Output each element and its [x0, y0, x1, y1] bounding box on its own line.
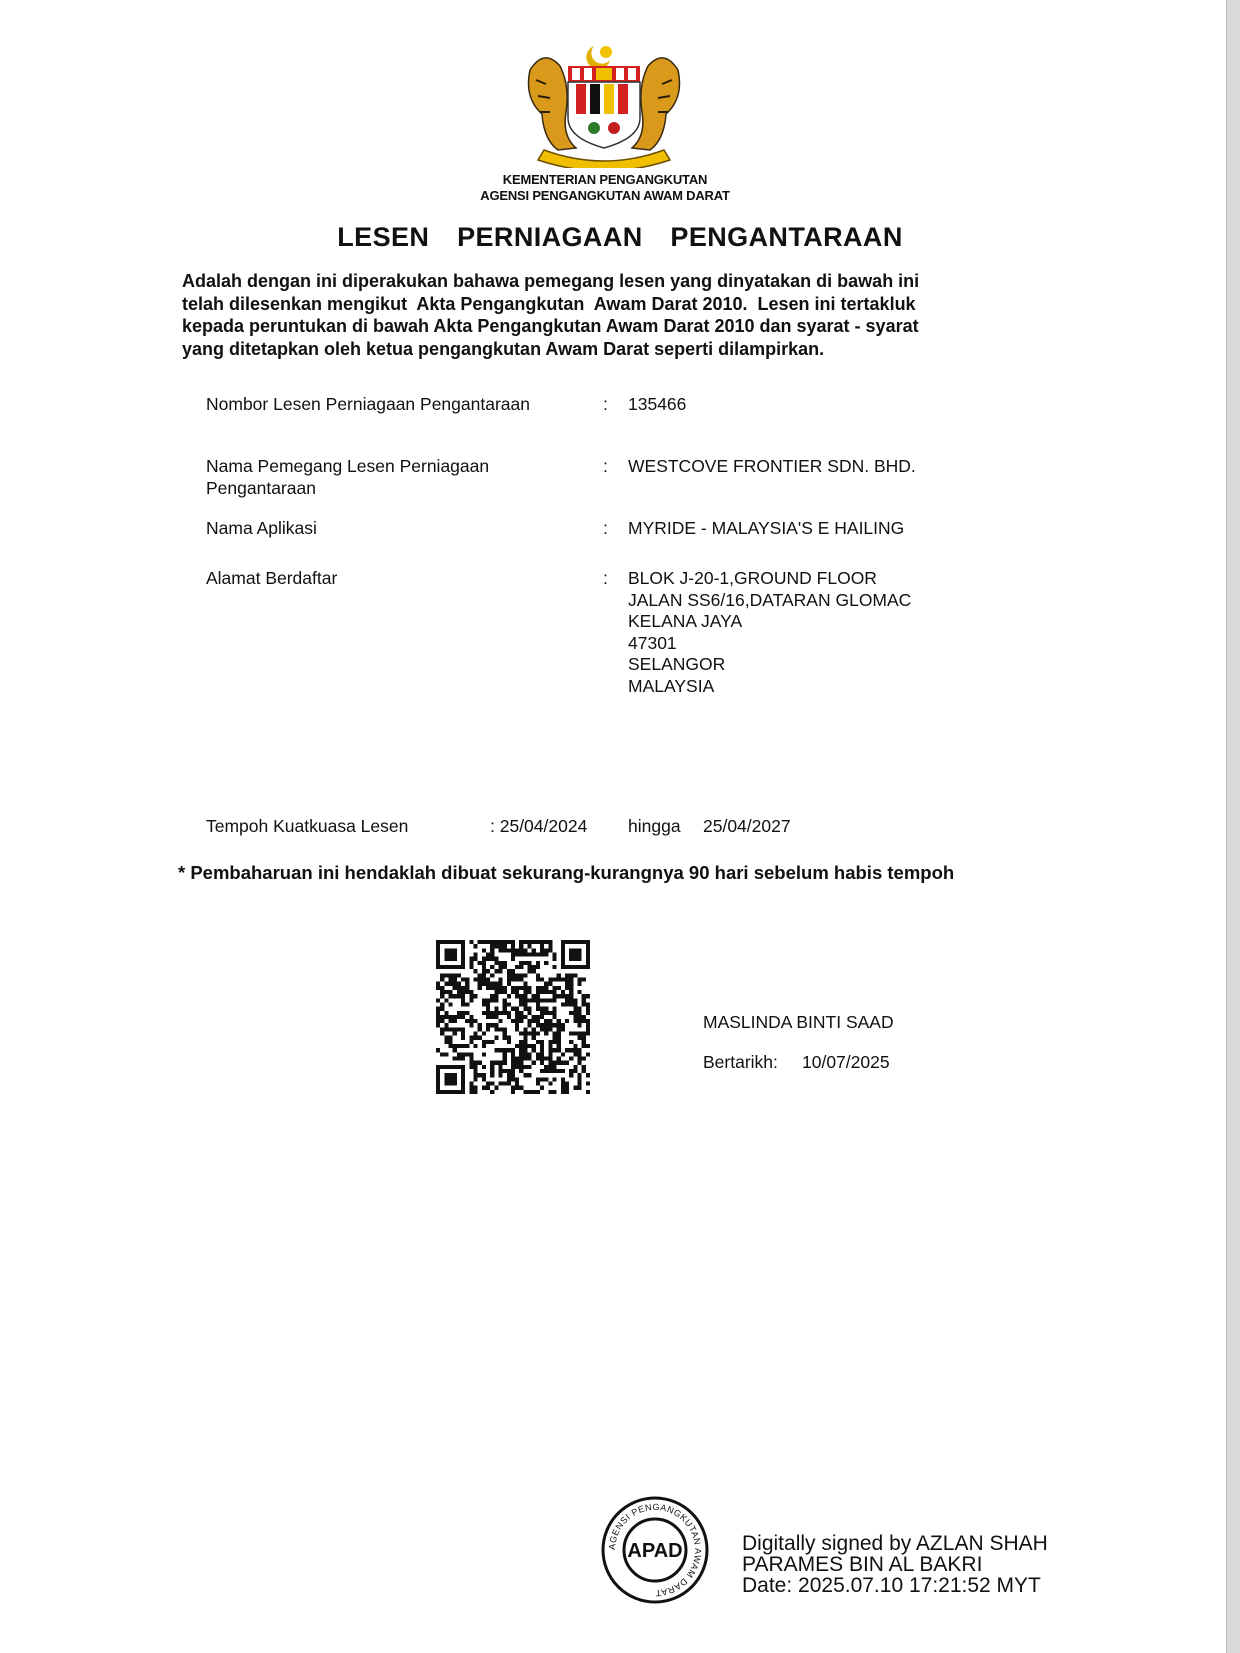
intro-line: telah dilesenkan mengikut Akta Pengangkutan Awam Darat 2010. Lesen ini tertakluk: [182, 293, 916, 314]
colon: :: [603, 518, 608, 538]
address-line: SELANGOR: [628, 654, 726, 674]
agency-header: [420, 172, 790, 204]
intro-line: yang ditetapkan oleh ketua pengangkutan Awam Darat seperti dilampirkan.: [182, 338, 825, 359]
intro-line: Adalah dengan ini diperakukan bahawa pemegang lesen yang dinyatakan di bawah ini: [182, 271, 920, 291]
colon: :: [603, 456, 608, 476]
app-name-label: Nama Aplikasi: [206, 518, 317, 538]
page-edge: [1226, 0, 1240, 1653]
qr-code-icon: [436, 940, 590, 1094]
address-line: 47301: [628, 632, 677, 653]
signatory-name: MASLINDA BINTI SAAD: [703, 1012, 894, 1032]
address-label: Alamat Berdaftar: [206, 568, 338, 588]
holder-label-line: Pengantaraan: [206, 477, 316, 498]
renewal-note: * Pembaharuan ini hendaklah dibuat sekurang-kurangnya 90 hari sebelum habis tempoh: [178, 862, 955, 883]
ministry-name: KEMENTERIAN PENGANGKUTAN: [502, 172, 708, 187]
address-line: JALAN SS6/16,DATARAN GLOMAC: [628, 589, 912, 610]
holder-label-line: Nama Pemegang Lesen Perniagaan: [206, 456, 490, 476]
digital-signature-line: Digitally signed by AZLAN SHAH: [742, 1532, 1048, 1555]
document-title: LESEN PERNIAGAAN PENGANTARAAN: [337, 222, 903, 252]
validity-from: : 25/04/2024: [490, 816, 588, 836]
digital-signature-line: PARAMES BIN AL BAKRI: [742, 1553, 983, 1576]
intro-paragraph: [182, 270, 1042, 360]
digital-signature: [742, 1533, 1048, 1596]
holder-value: WESTCOVE FRONTIER SDN. BHD.: [628, 456, 916, 476]
validity-to: 25/04/2027: [703, 816, 791, 836]
address-line: BLOK J-20-1,GROUND FLOOR: [628, 568, 877, 588]
digital-signature-line: Date: 2025.07.10 17:21:52 MYT: [742, 1574, 1041, 1597]
app-name-value: MYRIDE - MALAYSIA'S E HAILING: [628, 518, 905, 538]
seal-text: APAD: [627, 1540, 683, 1562]
validity-label: Tempoh Kuatkuasa Lesen: [206, 816, 409, 836]
agency-name: AGENSI PENGANGKUTAN AWAM DARAT: [480, 188, 730, 203]
holder-label: [206, 456, 566, 499]
license-number-value: 135466: [628, 394, 687, 414]
address-line: MALAYSIA: [628, 675, 715, 696]
validity-until-label: hingga: [628, 816, 681, 836]
colon: :: [603, 394, 608, 414]
apad-seal-icon: [600, 1495, 710, 1605]
address-value: [628, 568, 911, 697]
signature-date: 10/07/2025: [802, 1052, 890, 1072]
malaysia-coat-of-arms-icon: [524, 40, 684, 168]
intro-line: kepada peruntukan di bawah Akta Pengangkutan Awam Darat 2010 dan syarat - syarat: [182, 316, 919, 336]
address-line: KELANA JAYA: [628, 611, 743, 631]
seal-ring-text: AGENSI PENGANGKUTAN AWAM DARAT: [606, 1501, 704, 1599]
colon: :: [603, 568, 608, 588]
signature-date-label: Bertarikh:: [703, 1052, 778, 1072]
license-number-label: Nombor Lesen Perniagaan Pengantaraan: [206, 394, 530, 414]
